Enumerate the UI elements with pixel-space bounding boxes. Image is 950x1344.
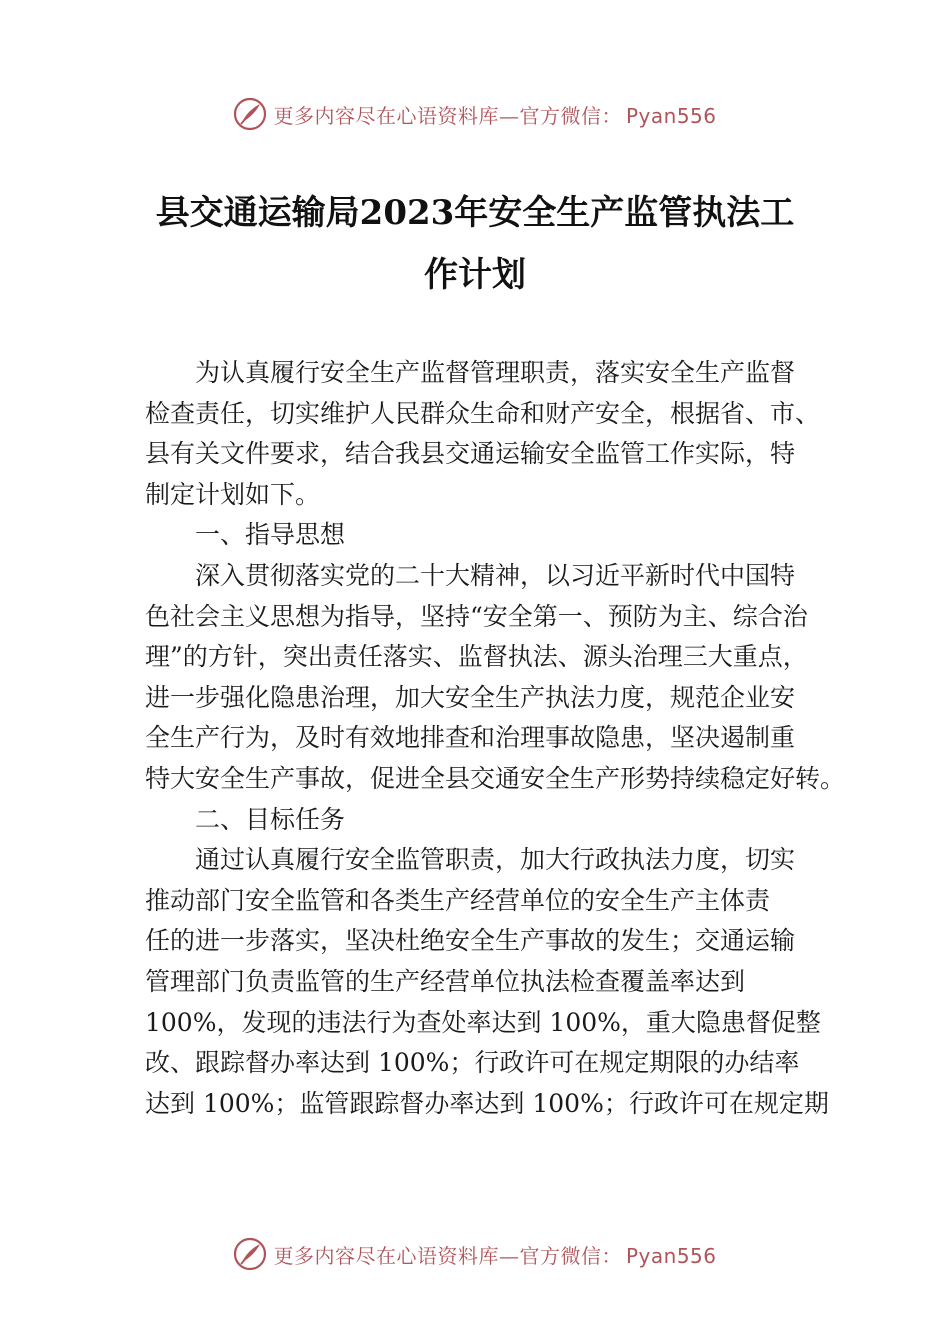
section2-line: 100%，发现的违法行为查处率达到 100%，重大隐患督促整 (145, 1007, 821, 1037)
title-line-2: 作计划 (424, 255, 526, 295)
bottom-watermark-banner (0, 1232, 950, 1276)
section2-line: 任的进一步落实，坚决杜绝安全生产事故的发生；交通运输 (145, 926, 796, 956)
section1-line: 特大安全生产事故，促进全县交通安全生产形势持续稳定好转。 (145, 763, 846, 793)
section1-line: 进一步强化隐患治理，加大安全生产执法力度，规范企业安 (145, 682, 796, 712)
section-heading-goals: 二、目标任务 (195, 804, 346, 834)
document-body (145, 353, 846, 1124)
quill-logo-icon (233, 97, 267, 131)
watermark-text: 更多内容尽在心语资料库—官方微信： Pyan556 (273, 103, 717, 128)
wechat-id: Pyan556 (625, 1243, 717, 1268)
section2-line: 通过认真履行安全监管职责，加大行政执法力度，切实 (195, 845, 796, 875)
title-line-1: 县交通运输局2023年安全生产监管执法工 (155, 193, 795, 233)
section1-line: 全生产行为，及时有效地排查和治理事故隐患，坚决遏制重 (145, 723, 796, 753)
intro-line: 为认真履行安全生产监督管理职责，落实安全生产监督 (195, 358, 796, 387)
section1-line: 色社会主义思想为指导，坚持“安全第一、预防为主、综合治 (145, 601, 808, 631)
document-title (145, 182, 805, 306)
top-watermark-banner (0, 92, 950, 136)
section2-line: 达到 100%；监管跟踪督办率达到 100%；行政许可在规定期 (145, 1088, 829, 1118)
section1-line: 深入贯彻落实党的二十大精神，以习近平新时代中国特 (195, 560, 796, 590)
quill-logo-icon (233, 1237, 267, 1271)
intro-line: 检查责任，切实维护人民群众生命和财产安全，根据省、市、 (145, 398, 821, 428)
section1-line: 理”的方针，突出责任落实、监督执法、源头治理三大重点， (145, 642, 808, 672)
section2-line: 改、跟踪督办率达到 100%；行政许可在规定期限的办结率 (145, 1048, 800, 1078)
section-heading-guiding-thought: 一、指导思想 (195, 520, 346, 550)
wechat-id: Pyan556 (625, 103, 717, 128)
intro-line: 制定计划如下。 (145, 479, 321, 509)
intro-line: 县有关文件要求，结合我县交通运输安全监管工作实际，特 (145, 439, 796, 469)
guiding-thought-paragraph (145, 556, 846, 800)
intro-paragraph (145, 353, 821, 515)
section2-line: 推动部门安全监管和各类生产经营单位的安全生产主体责 (145, 885, 771, 915)
goals-paragraph (145, 840, 829, 1124)
section2-line: 管理部门负责监管的生产经营单位执法检查覆盖率达到 (145, 966, 746, 996)
watermark-text: 更多内容尽在心语资料库—官方微信： Pyan556 (273, 1243, 717, 1268)
